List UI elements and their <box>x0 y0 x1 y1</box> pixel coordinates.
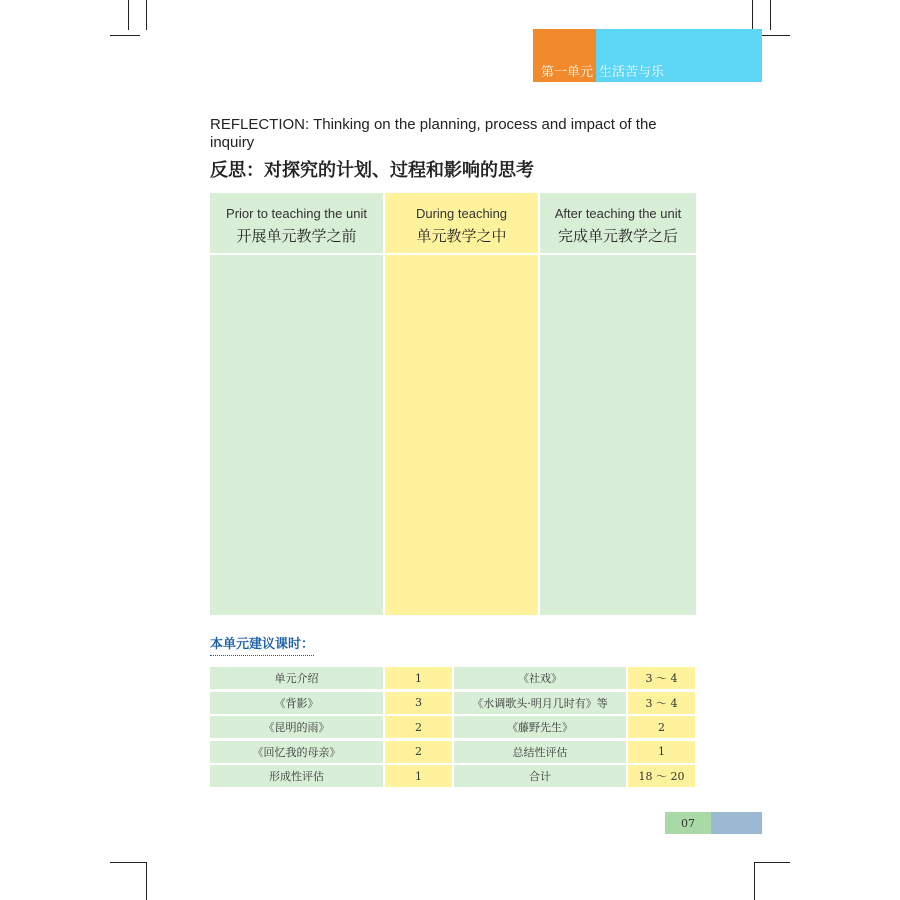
unit-tab-text <box>541 61 664 80</box>
crop-mark <box>146 862 147 900</box>
column-header-en: Prior to teaching the unit <box>226 206 367 221</box>
unit-label: 第一单元 <box>541 65 594 80</box>
lesson-name: 《回忆我的母亲》 <box>210 741 383 763</box>
lesson-name: 《水调歌头·明月几时有》等 <box>454 692 626 714</box>
column-header <box>385 193 538 255</box>
table-row <box>210 716 452 738</box>
table-row <box>210 667 452 689</box>
column-header-zh: 单元教学之中 <box>416 227 507 245</box>
lesson-hours: 3 <box>385 692 452 714</box>
reflection-column-after <box>540 193 696 615</box>
lesson-name: 合计 <box>454 765 626 787</box>
lesson-name: 总结性评估 <box>454 741 626 763</box>
table-row <box>210 741 452 763</box>
crop-mark <box>760 35 790 36</box>
table-row <box>454 667 695 689</box>
lesson-name: 单元介绍 <box>210 667 383 689</box>
lesson-hours: 1 <box>385 765 452 787</box>
lesson-hours: 2 <box>628 716 695 738</box>
column-header <box>540 193 696 255</box>
hours-table-right <box>454 667 695 790</box>
unit-header-tab <box>533 29 762 82</box>
crop-mark <box>128 0 129 30</box>
hours-table-left <box>210 667 452 790</box>
lesson-hours: 2 <box>385 716 452 738</box>
lesson-name: 形成性评估 <box>210 765 383 787</box>
column-header-zh: 完成单元教学之后 <box>557 227 678 245</box>
lesson-name: 《昆明的雨》 <box>210 716 383 738</box>
table-row <box>210 692 452 714</box>
crop-mark <box>754 862 755 900</box>
lesson-hours: 3 ～ 4 <box>628 667 695 689</box>
crop-mark <box>754 862 790 863</box>
page-number: 07 <box>665 812 711 834</box>
lesson-name: 《背影》 <box>210 692 383 714</box>
crop-mark <box>752 0 753 30</box>
reflection-column-during <box>385 193 540 615</box>
reflection-table <box>210 193 696 615</box>
crop-mark <box>146 0 147 30</box>
column-header <box>210 193 383 255</box>
crop-mark <box>110 35 140 36</box>
lesson-hours: 18 ～ 20 <box>628 765 695 787</box>
page-number-accent <box>711 812 762 834</box>
page-number-bar <box>665 812 762 834</box>
lesson-hours: 2 <box>385 741 452 763</box>
lesson-hours: 1 <box>628 741 695 763</box>
table-row <box>454 716 695 738</box>
title-chinese: 反思：对探究的计划、过程和影响的思考 <box>210 160 534 181</box>
table-row <box>210 765 452 787</box>
crop-mark <box>110 862 146 863</box>
lesson-hours: 3 ～ 4 <box>628 692 695 714</box>
table-row <box>454 741 695 763</box>
lesson-name: 《藤野先生》 <box>454 716 626 738</box>
unit-title: 生活苦与乐 <box>599 65 665 80</box>
column-header-zh: 开展单元教学之前 <box>236 227 357 245</box>
lesson-hours: 1 <box>385 667 452 689</box>
column-header-en: After teaching the unit <box>554 206 682 221</box>
suggested-hours-title: 本单元建议课时： <box>210 633 314 656</box>
column-header-en: During teaching <box>415 206 508 221</box>
table-row <box>454 765 695 787</box>
crop-mark <box>770 0 771 30</box>
lesson-name: 《社戏》 <box>454 667 626 689</box>
table-row <box>454 692 695 714</box>
reflection-column-prior <box>210 193 385 615</box>
title-english: REFLECTION: Thinking on the planning, process and impact of the inquiry <box>210 116 657 151</box>
